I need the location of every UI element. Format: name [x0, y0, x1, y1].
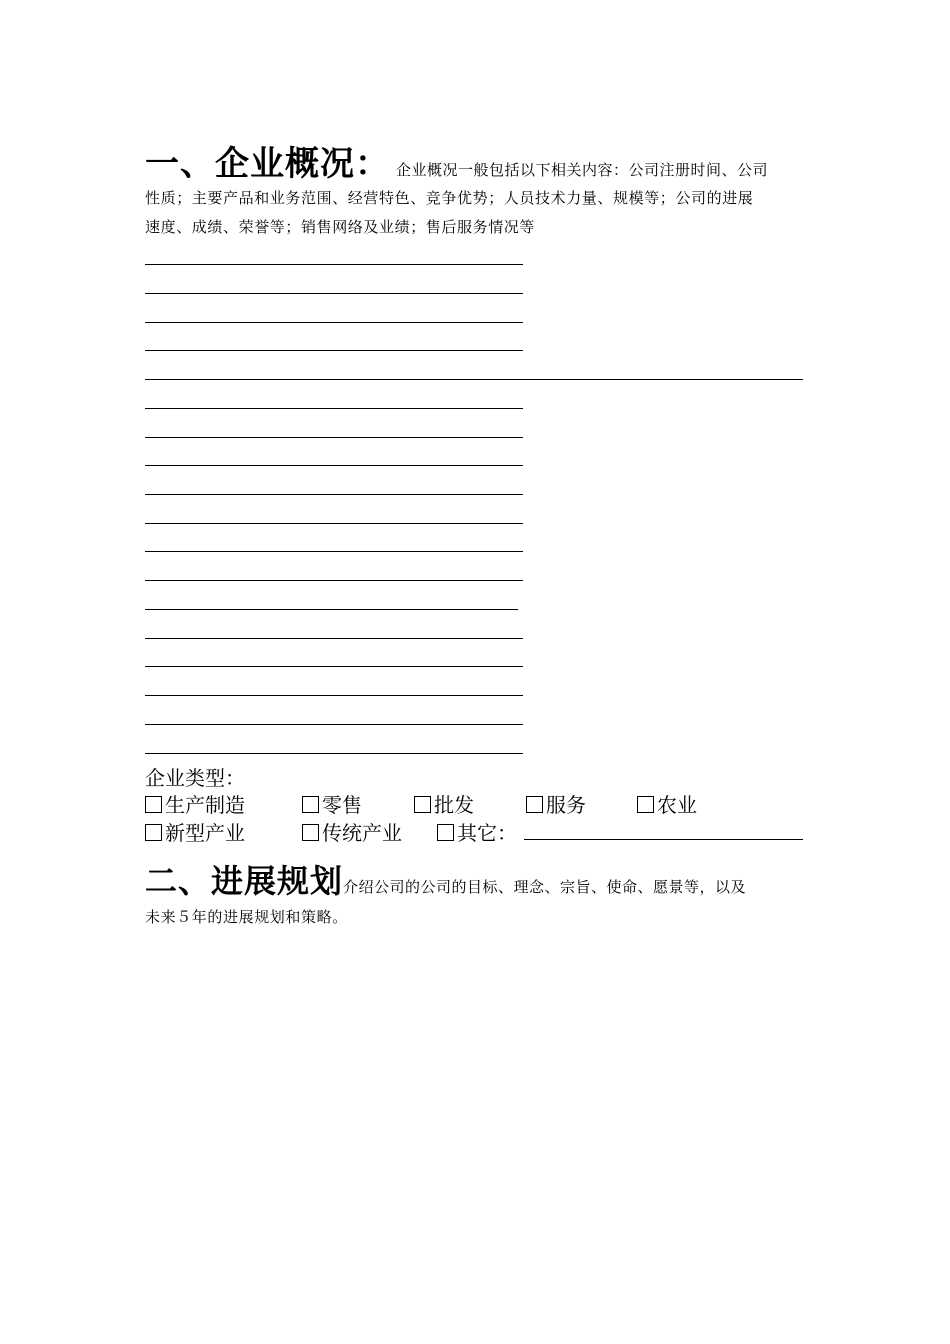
section1-title: 一、企业概况： — [145, 144, 390, 184]
blank-line[interactable] — [145, 350, 523, 351]
checkbox-icon[interactable] — [145, 796, 162, 813]
option-new-industry[interactable] — [145, 817, 245, 846]
blank-line[interactable] — [145, 695, 523, 696]
section1-intro-line3: 速度、成绩、荣誉等；销售网络及业绩；售后服务情况等 — [145, 218, 536, 236]
option-label: 新型产业 — [165, 821, 245, 845]
option-label: 农业 — [657, 793, 697, 817]
option-label: 批发 — [434, 793, 474, 817]
checkbox-icon[interactable] — [526, 796, 543, 813]
blank-line[interactable] — [145, 580, 523, 581]
option-wholesale[interactable] — [414, 789, 474, 818]
blank-line[interactable] — [145, 609, 518, 610]
blank-line[interactable] — [145, 437, 523, 438]
option-manufacturing[interactable] — [145, 789, 245, 818]
blank-line[interactable] — [145, 523, 523, 524]
blank-line[interactable] — [145, 494, 523, 495]
other-fill-in-line[interactable] — [524, 839, 803, 840]
checkbox-icon[interactable] — [302, 824, 319, 841]
blank-line[interactable] — [145, 753, 523, 754]
option-traditional-industry[interactable] — [302, 817, 402, 846]
option-agriculture[interactable] — [637, 789, 697, 818]
checkbox-icon[interactable] — [145, 824, 162, 841]
blank-line[interactable] — [145, 724, 523, 725]
option-label: 服务 — [546, 793, 586, 817]
blank-line[interactable] — [145, 264, 523, 265]
section2-heading-row — [145, 856, 746, 902]
blank-line[interactable] — [145, 293, 523, 294]
option-label: 传统产业 — [322, 821, 402, 845]
option-label: 零售 — [322, 793, 362, 817]
blank-line[interactable] — [145, 322, 523, 323]
blank-line[interactable] — [145, 379, 803, 380]
checkbox-icon[interactable] — [414, 796, 431, 813]
option-other[interactable] — [437, 817, 517, 846]
section2-intro-line2: 未来５年的进展规划和策略。 — [145, 908, 348, 926]
blank-line[interactable] — [145, 408, 523, 409]
section2-title: 二、进展规划 — [145, 862, 344, 900]
section1-intro-line1: 企业概况一般包括以下相关内容：公司注册时间、公司 — [396, 161, 769, 179]
blank-line[interactable] — [145, 551, 523, 552]
section2-intro-line1: 介绍公司的公司的目标、理念、宗旨、使命、愿景等，以及 — [343, 878, 747, 896]
checkbox-icon[interactable] — [637, 796, 654, 813]
blank-line[interactable] — [145, 666, 523, 667]
enterprise-type-label: 企业类型： — [145, 766, 245, 790]
blank-line[interactable] — [145, 465, 523, 466]
section1-heading-row — [145, 136, 768, 185]
option-label: 生产制造 — [165, 793, 245, 817]
checkbox-icon[interactable] — [302, 796, 319, 813]
option-label: 其它： — [457, 821, 517, 845]
option-retail[interactable] — [302, 789, 362, 818]
option-service[interactable] — [526, 789, 586, 818]
checkbox-icon[interactable] — [437, 824, 454, 841]
section1-intro-line2: 性质；主要产品和业务范围、经营特色、竞争优势；人员技术力量、规模等；公司的进展 — [145, 189, 754, 207]
blank-line[interactable] — [145, 638, 523, 639]
